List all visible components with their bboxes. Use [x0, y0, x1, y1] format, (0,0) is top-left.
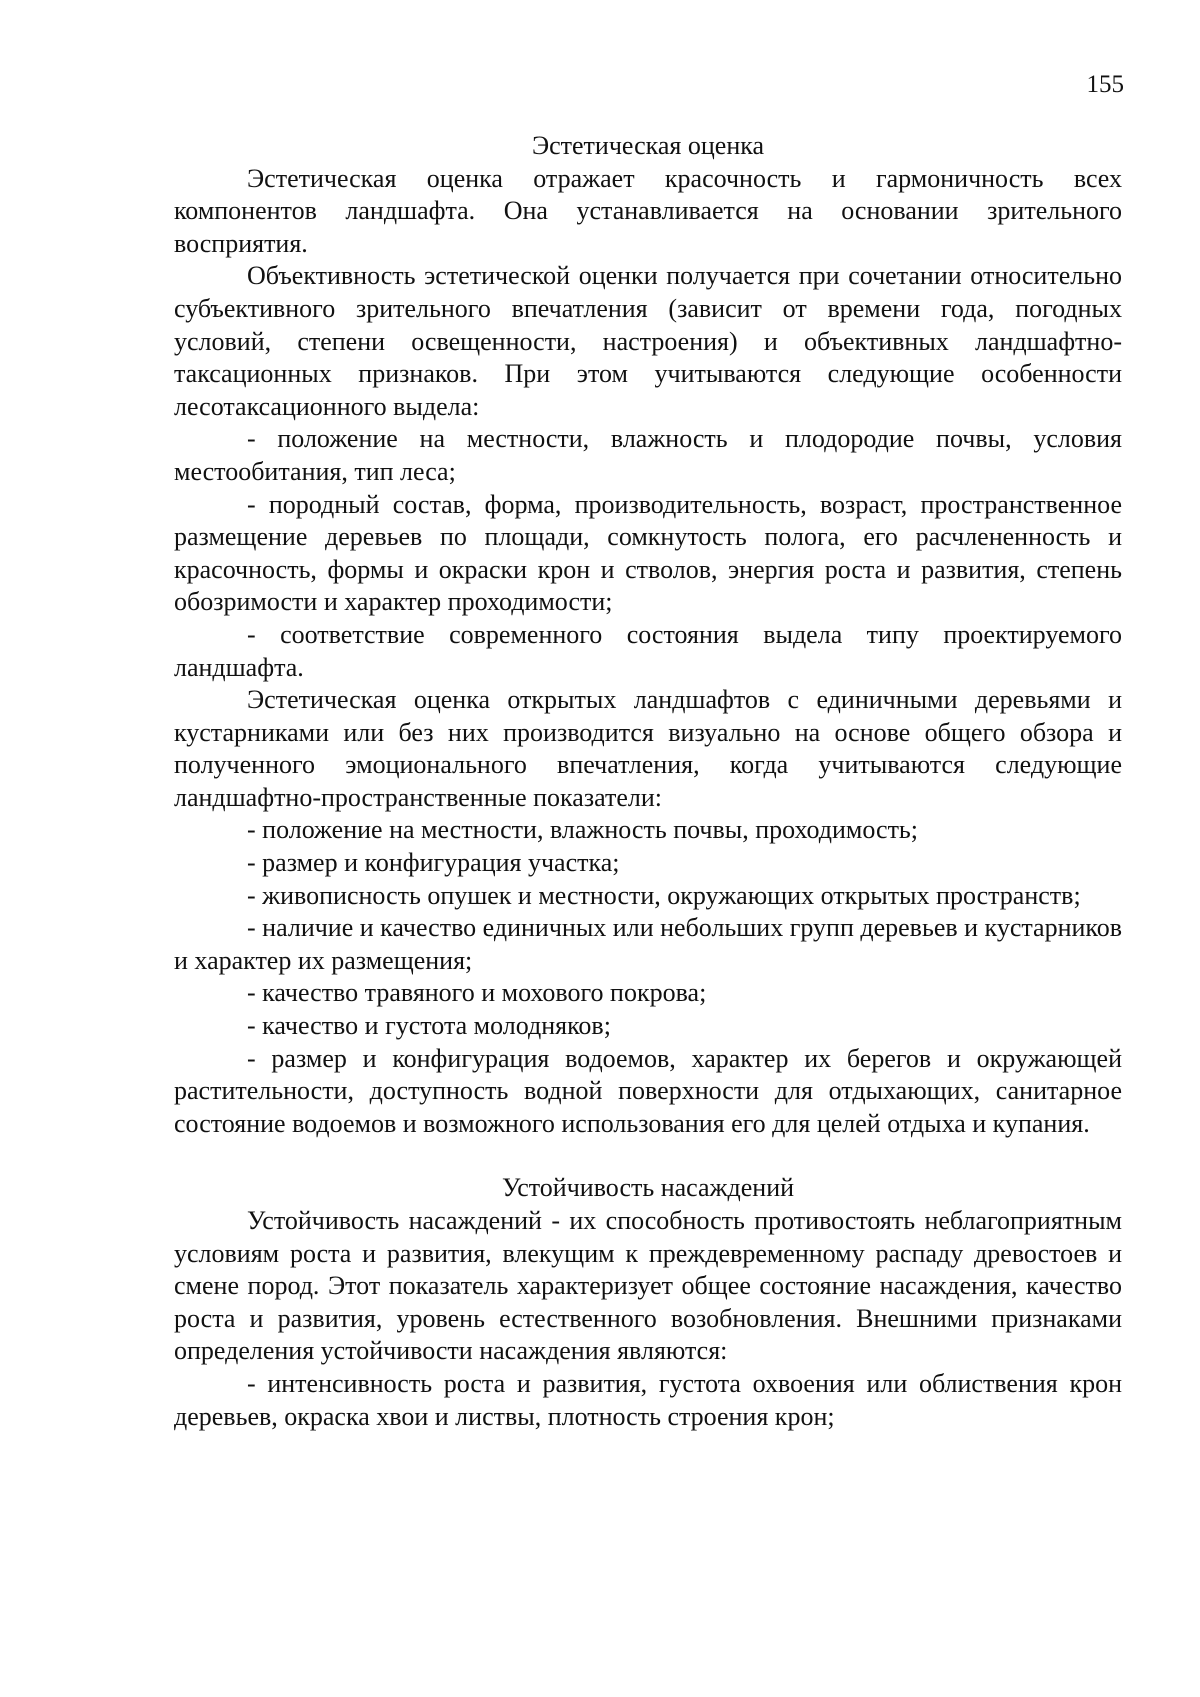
page-content — [174, 130, 1122, 1433]
list-item: - качество и густота молодняков; — [247, 1011, 611, 1041]
section-heading-aesthetic: Эстетическая оценка — [531, 131, 765, 160]
list-item: - соответствие современного состояния выдела типу проектируемого ландшафта. — [174, 619, 1122, 682]
section-spacer — [174, 1140, 1122, 1172]
list-item: - наличие и качество единичных или небольших групп деревьев и кустарников и характер их размещения; — [174, 913, 1122, 975]
list-item: - интенсивность роста и развития, густота охвоения или облиствения крон деревьев, окраска хвои и листвы, плотность строения крон; — [174, 1368, 1122, 1431]
paragraph: Эстетическая оценка открытых ландшафтов с единичными деревьями и кустарниками или без них производится визуально на основе общего обзора и полученного эмоционального впечатления, когда учитываются следующие ландшафтно-пространственные показатели: — [174, 685, 1122, 812]
list-item: - размер и конфигурация участка; — [247, 848, 620, 878]
paragraph: Эстетическая оценка отражает красочность и гармоничность всех компонентов ландшафта. Она устанавливается на основании зрительного восприятия. — [174, 163, 1122, 258]
list-item: - живописность опушек и местности, окружающих открытых пространств; — [247, 880, 1081, 910]
list-item: - размер и конфигурация водоемов, характер их берегов и окружающей растительности, доступность водной поверхности для отдыхающих, санитарное состояние водоемов и возможного использования его для целей отдыха и купания. — [174, 1043, 1122, 1138]
list-item: - качество травяного и мохового покрова; — [247, 978, 707, 1008]
paragraph: Объективность эстетической оценки получается при сочетании относительно субъективного зрительного впечатления (зависит от времени года, погодных условий, степени освещенности, настроения) и объективных ландшафтно-таксационных признаков. При этом учитываются следующие особенности лесотаксационного выдела: — [174, 261, 1122, 421]
page-number: 155 — [1086, 71, 1124, 98]
list-item: - положение на местности, влажность почвы, проходимость; — [247, 815, 919, 845]
section-heading-stability: Устойчивость насаждений — [501, 1173, 795, 1203]
list-item: - породный состав, форма, производительность, возраст, пространственное размещение деревьев по площади, сомкнутость полога, его расчлененность и красочность, формы и окраски крон и стволов, энергия роста и развития, степень обозримости и характер проходимости; — [174, 489, 1122, 617]
list-item: - положение на местности, влажность и плодородие почвы, условия местообитания, тип леса; — [174, 424, 1122, 486]
paragraph: Устойчивость насаждений - их способность противостоять неблагоприятным условиям роста и развития, влекущим к преждевременному распаду древостоев и смене пород. Этот показатель характеризует общее состояние насаждения, качество роста и развития, уровень естественного возобновления. Внешними признаками определения устойчивости насаждения являются: — [174, 1206, 1122, 1366]
